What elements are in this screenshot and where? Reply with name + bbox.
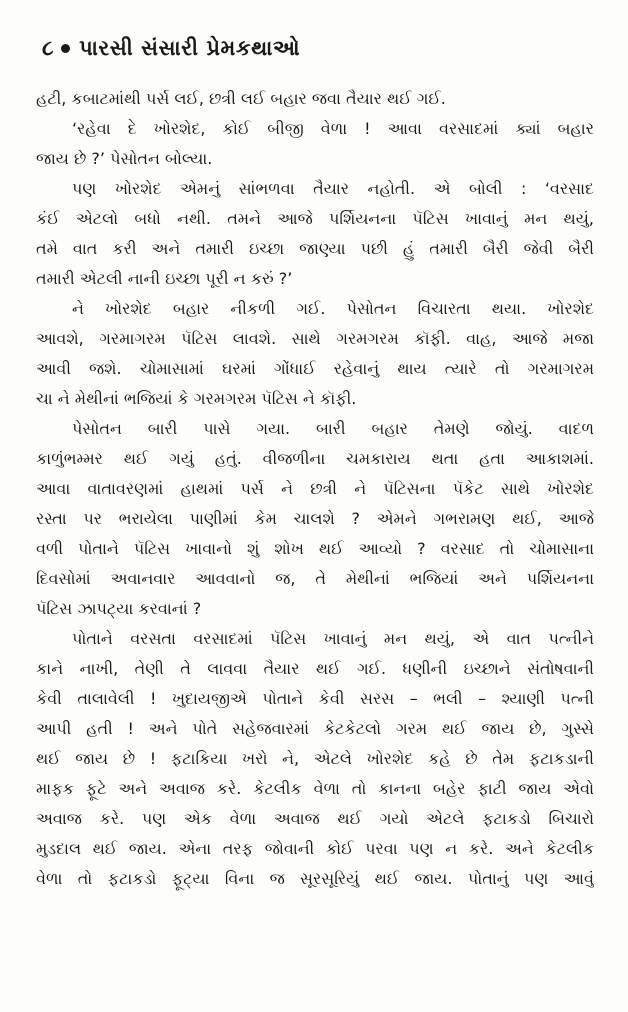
text-line: પણ ખોરશેદ એમનું સાંભળવા તૈયાર નહોતી. એ બોલી : ‘વરસાદ bbox=[72, 179, 594, 198]
book-title: પારસી સંસારી પ્રેમકથાઓ bbox=[79, 35, 301, 60]
text-line: તમે વાત કરી અને તમારી ઇચ્છા જાણ્યા પછી હું તમારી બૈરી જેવી બૈરી bbox=[36, 239, 594, 258]
text-line: થઈ જાય છે ! ફટાકિયા ખરો ને, એટલે ખોરશેદ કહે છે તેમ ફટાકડાની bbox=[36, 749, 594, 768]
text-line: માફક ફૂટે અને અવાજ કરે. કેટલીક વેળા તો કાનના બહેર ફાટી જાય એવો bbox=[36, 779, 594, 798]
text-line: અવાજ કરે. પણ એક વેળા અવાજ થઈ ગયો એટલે ફટાકડો બિચારો bbox=[36, 809, 594, 828]
running-header bbox=[42, 28, 300, 68]
text-line: વળી પોતાને પૅટિસ ખાવાનો શું શોખ થઈ આવ્યો ? વરસાદ તો ચોમાસાના bbox=[36, 539, 594, 558]
text-line: પૅટિસ ઝાપટ્યા કરવાનાં ? bbox=[36, 599, 202, 618]
text-line: ચા ને મેથીનાં ભજિયાં કે ગરમગરમ પૅટિસ ને કૉફી. bbox=[36, 389, 357, 408]
text-line: કેવી તાલાવેલી ! ખુદાયજીએ પોતાને કેવી સરસ – ભલી – શ્યાણી પત્ની bbox=[36, 689, 594, 708]
text-line: આવશે, ગરમાગરમ પૅટિસ લાવશે. સાથે ગરમગરમ કૉફી. વાહ, આજે મજા bbox=[36, 329, 594, 348]
text-line: વેળા તો ફટાકડો ફૂટ્યા વિના જ સૂરસૂરિયું થઈ જાય. પોતાનું પણ આવું bbox=[36, 869, 594, 888]
text-line: કાને નાખી, તેણી તે લાવવા તૈયાર થઈ ગઈ. ધણીની ઇચ્છાને સંતોષવાની bbox=[36, 659, 594, 678]
text-line: મુડદાલ થઈ જાય. એના તરફ જોવાની કોઈ પરવા પણ ન કરે. અને કેટલીક bbox=[36, 839, 594, 858]
text-line: ‘રહેવા દે ખોરશેદ, કોઈ બીજી વેળા ! આવા વરસાદમાં ક્યાં બહાર bbox=[72, 119, 594, 138]
text-line: આવા વાતાવરણમાં હાથમાં પર્સ ને છત્રી ને પૅટિસના પૅકેટ સાથે ખોરશેદ bbox=[36, 479, 594, 498]
text-line: પેસોતન બારી પાસે ગયા. બારી બહાર તેમણે જોયું. વાદળ bbox=[72, 419, 594, 438]
text-line: આવી જશે. ચોમાસામાં ઘરમાં ગોંધાઈ રહેવાનું થાય ત્યારે તો ગરમાગરમ bbox=[36, 359, 594, 378]
text-line: તમારી એટલી નાની ઇચ્છા પૂરી ન કરું ?’ bbox=[36, 269, 293, 288]
text-line: રસ્તા પર ભરાયેલા પાણીમાં કેમ ચાલશે ? એમને ગભરામણ થઈ, આજે bbox=[36, 509, 594, 528]
text-line: કાળુંભમ્મર થઈ ગયું હતું. વીજળીના ચમકારાય થતા હતા આકાશમાં. bbox=[36, 449, 594, 468]
text-line: દિવસોમાં અવાનવાર આવવાનો જ, તે મેથીનાં ભજિયાં અને પર્શિયનના bbox=[36, 569, 594, 588]
text-line: હટી, કબાટમાંથી પર્સ લઈ, છત્રી લઈ બહાર જવા તૈયાર થઈ ગઈ. bbox=[36, 89, 446, 108]
text-line: પોતાને વરસતા વરસાદમાં પૅટિસ ખાવાનું મન થયું, એ વાત પત્નીને bbox=[72, 629, 594, 648]
header-bullet-icon bbox=[61, 44, 70, 53]
text-line: આપી હતી ! અને પોતે સહેજવારમાં કેટકેટલો ગરમ થઈ જાય છે, ગુસ્સે bbox=[36, 719, 594, 738]
text-line: કંઈ એટલો બધો નથી. તમને આજે પર્શિયનના પૅટિસ ખાવાનું મન થયું, bbox=[36, 209, 594, 228]
text-line: ને ખોરશેદ બહાર નીકળી ગઈ. પેસોતન વિચારતા થયા. ખોરશેદ bbox=[72, 299, 594, 318]
page-number: ૮ bbox=[42, 35, 55, 60]
text-line: જાય છે ?’ પેસોતન બોલ્યા. bbox=[36, 149, 213, 168]
body-text bbox=[36, 84, 594, 894]
